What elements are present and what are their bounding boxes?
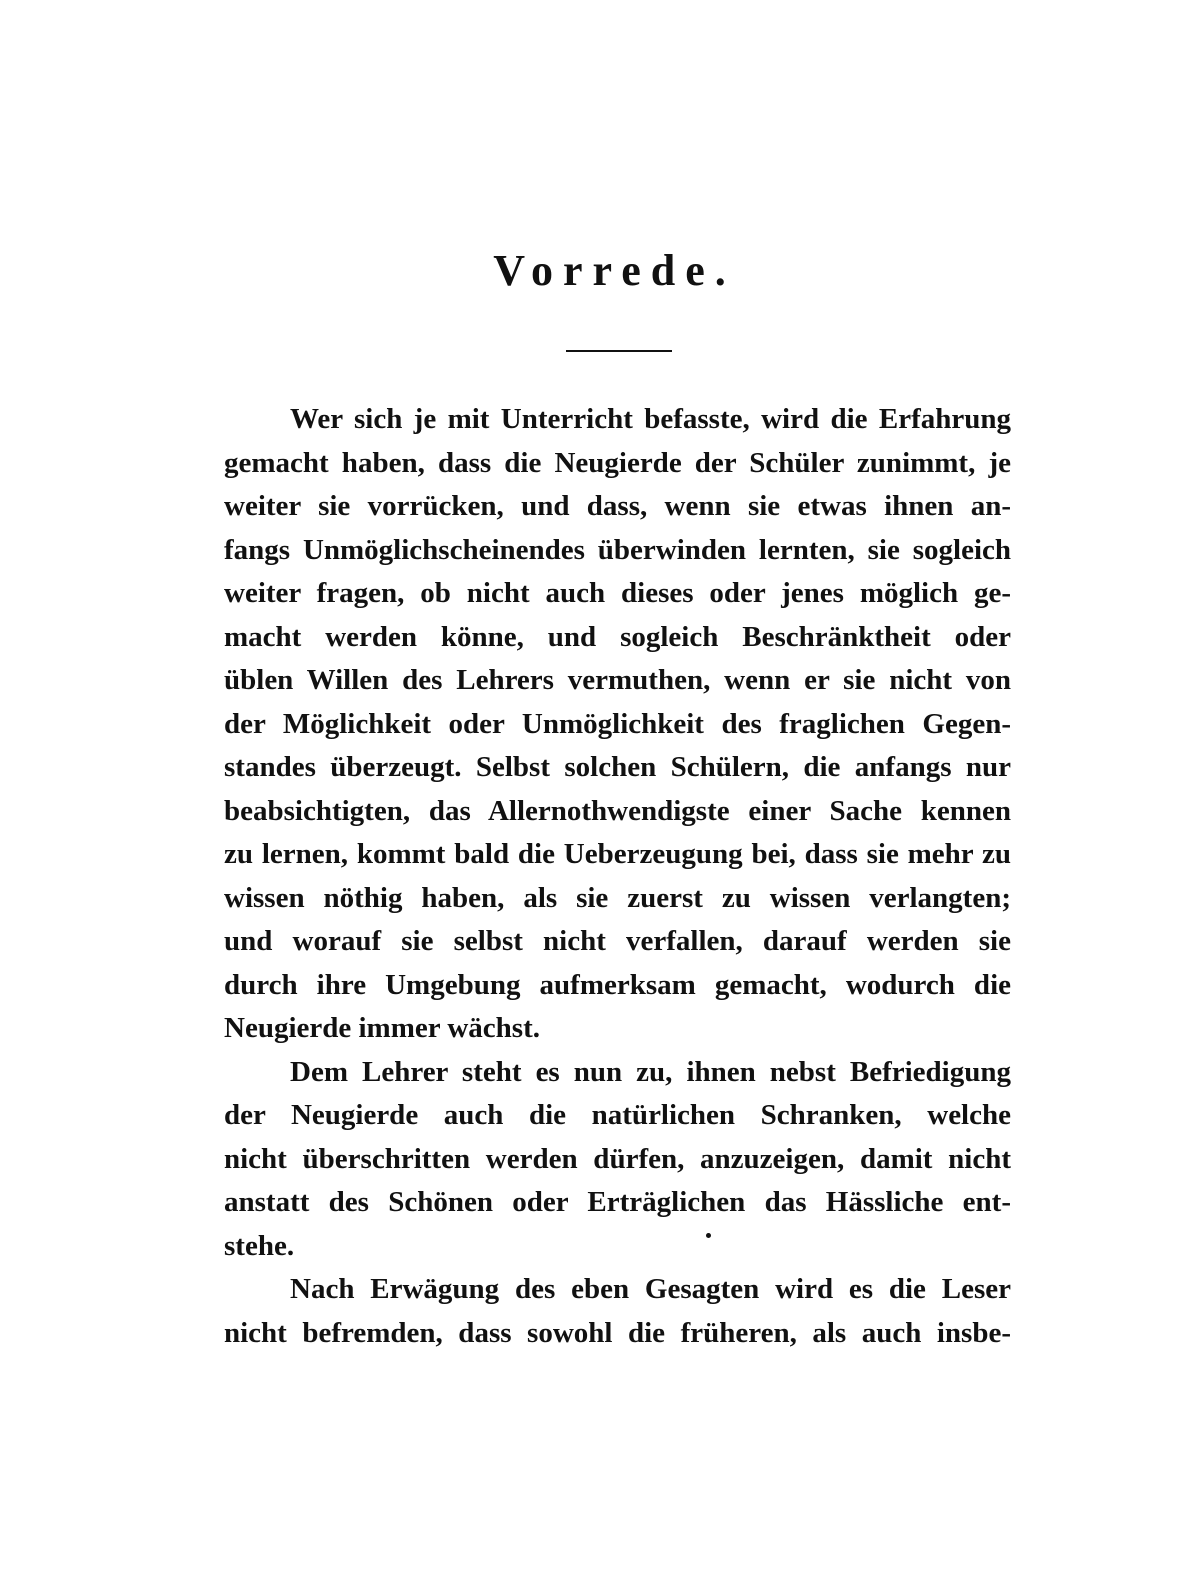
text-line: der Möglichkeit oder Unmöglichkeit des fraglichen Gegen- [224, 707, 1011, 740]
text-line: zu lernen, kommt bald die Ueberzeugung bei, dass sie mehr zu [224, 838, 1011, 870]
text-line: durch ihre Umgebung aufmerksam gemacht, wodurch die [224, 968, 1011, 1001]
text-line: fangs Unmöglichscheinendes überwinden lernten, sie sogleich [224, 533, 1011, 566]
title-rule [566, 350, 672, 352]
text-line: Nach Erwägung des eben Gesagten wird es die Leser [290, 1273, 1011, 1305]
text-line: anstatt des Schönen oder Erträglichen das Hässliche ent- [224, 1186, 1011, 1218]
text-line: weiter sie vorrücken, und dass, wenn sie etwas ihnen an- [224, 490, 1011, 522]
paragraph-1 [224, 398, 1011, 1051]
ink-speck [706, 1233, 711, 1238]
text-line: Wer sich je mit Unterricht befasste, wird die Erfahrung [290, 403, 1011, 435]
text-line: standes überzeugt. Selbst solchen Schülern, die anfangs nur [224, 751, 1011, 783]
text-line: üblen Willen des Lehrers vermuthen, wenn er sie nicht von [224, 664, 1011, 696]
text-line: beabsichtigten, das Allernothwendigste einer Sache kennen [224, 794, 1011, 827]
text-line: nicht befremden, dass sowohl die früheren, als auch insbe- [224, 1316, 1011, 1349]
text-line: der Neugierde auch die natürlichen Schranken, welche [224, 1099, 1011, 1131]
text-line: und worauf sie selbst nicht verfallen, darauf werden sie [224, 925, 1011, 957]
text-line: gemacht haben, dass die Neugierde der Schüler zunimmt, je [224, 446, 1011, 479]
page-body [224, 398, 1011, 1355]
text-line: Neugierde immer wächst. [224, 1012, 540, 1044]
text-line: stehe. [224, 1229, 295, 1262]
text-line: weiter fragen, ob nicht auch dieses oder jenes möglich ge- [224, 577, 1011, 609]
paragraph-2 [224, 1051, 1011, 1269]
text-line: Dem Lehrer steht es nun zu, ihnen nebst Befriedigung [290, 1055, 1011, 1088]
page-title: Vorrede. [493, 246, 736, 295]
text-line: wissen nöthig haben, als sie zuerst zu wissen verlangten; [224, 881, 1011, 914]
text-line: macht werden könne, und sogleich Beschränktheit oder [224, 620, 1011, 653]
text-line: nicht überschritten werden dürfen, anzuzeigen, damit nicht [224, 1142, 1011, 1175]
paragraph-3 [224, 1268, 1011, 1355]
